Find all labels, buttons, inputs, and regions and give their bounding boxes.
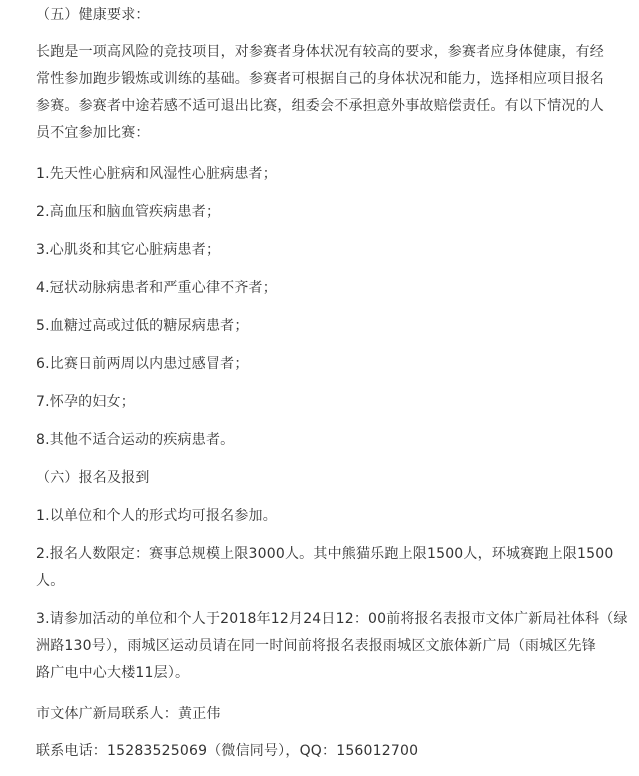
health-paragraph-line: 员不宜参加比赛：	[36, 125, 150, 141]
health-list-item: 7.怀孕的妇女；	[36, 394, 135, 410]
health-list-item: 5.血糖过高或过低的糖尿病患者；	[36, 318, 249, 334]
registration-item: 1.以单位和个人的形式均可报名参加。	[36, 508, 277, 524]
health-list-item: 8.其他不适合运动的疾病患者。	[36, 432, 235, 448]
health-paragraph-line: 长跑是一项高风险的竞技项目，对参赛者身体状况有较高的要求，参赛者应身体健康，有经	[36, 44, 604, 60]
health-list-item: 4.冠状动脉病患者和严重心律不齐者；	[36, 280, 277, 296]
registration-item-line: 洲路130号），雨城区运动员请在同一时间前将报名表报雨城区文旅体新广局（雨城区先锋	[36, 638, 596, 654]
contact-phone: 联系电话：15283525069（微信同号），QQ：156012700	[36, 743, 419, 759]
registration-item-line: 人。	[36, 573, 65, 589]
registration-item-line: 2.报名人数限定：赛事总规模上限3000人。其中熊猫乐跑上限1500人，环城赛跑上限1500	[36, 546, 614, 562]
health-paragraph-line: 常性参加跑步锻炼或训练的基础。参赛者可根据自己的身体状况和能力，选择相应项目报名	[36, 71, 604, 87]
registration-item-line: 3.请参加活动的单位和个人于2018年12月24日12：00前将报名表报市文体广新局社体科（绿	[36, 611, 628, 627]
health-list-item: 3.心肌炎和其它心脏病患者；	[36, 242, 221, 258]
section-heading-health: （五）健康要求：	[36, 7, 150, 23]
section-heading-registration: （六）报名及报到	[36, 470, 150, 486]
contact-person: 市文体广新局联系人：黄正伟	[36, 706, 221, 722]
health-list-item: 6.比赛日前两周以内患过感冒者；	[36, 356, 249, 372]
health-list-item: 2.高血压和脑血管疾病患者；	[36, 204, 221, 220]
health-list-item: 1.先天性心脏病和风湿性心脏病患者；	[36, 166, 277, 182]
registration-item-line: 路广电中心大楼11层）。	[36, 665, 190, 681]
health-paragraph-line: 参赛。参赛者中途若感不适可退出比赛，组委会不承担意外事故赔偿责任。有以下情况的人	[36, 98, 604, 114]
